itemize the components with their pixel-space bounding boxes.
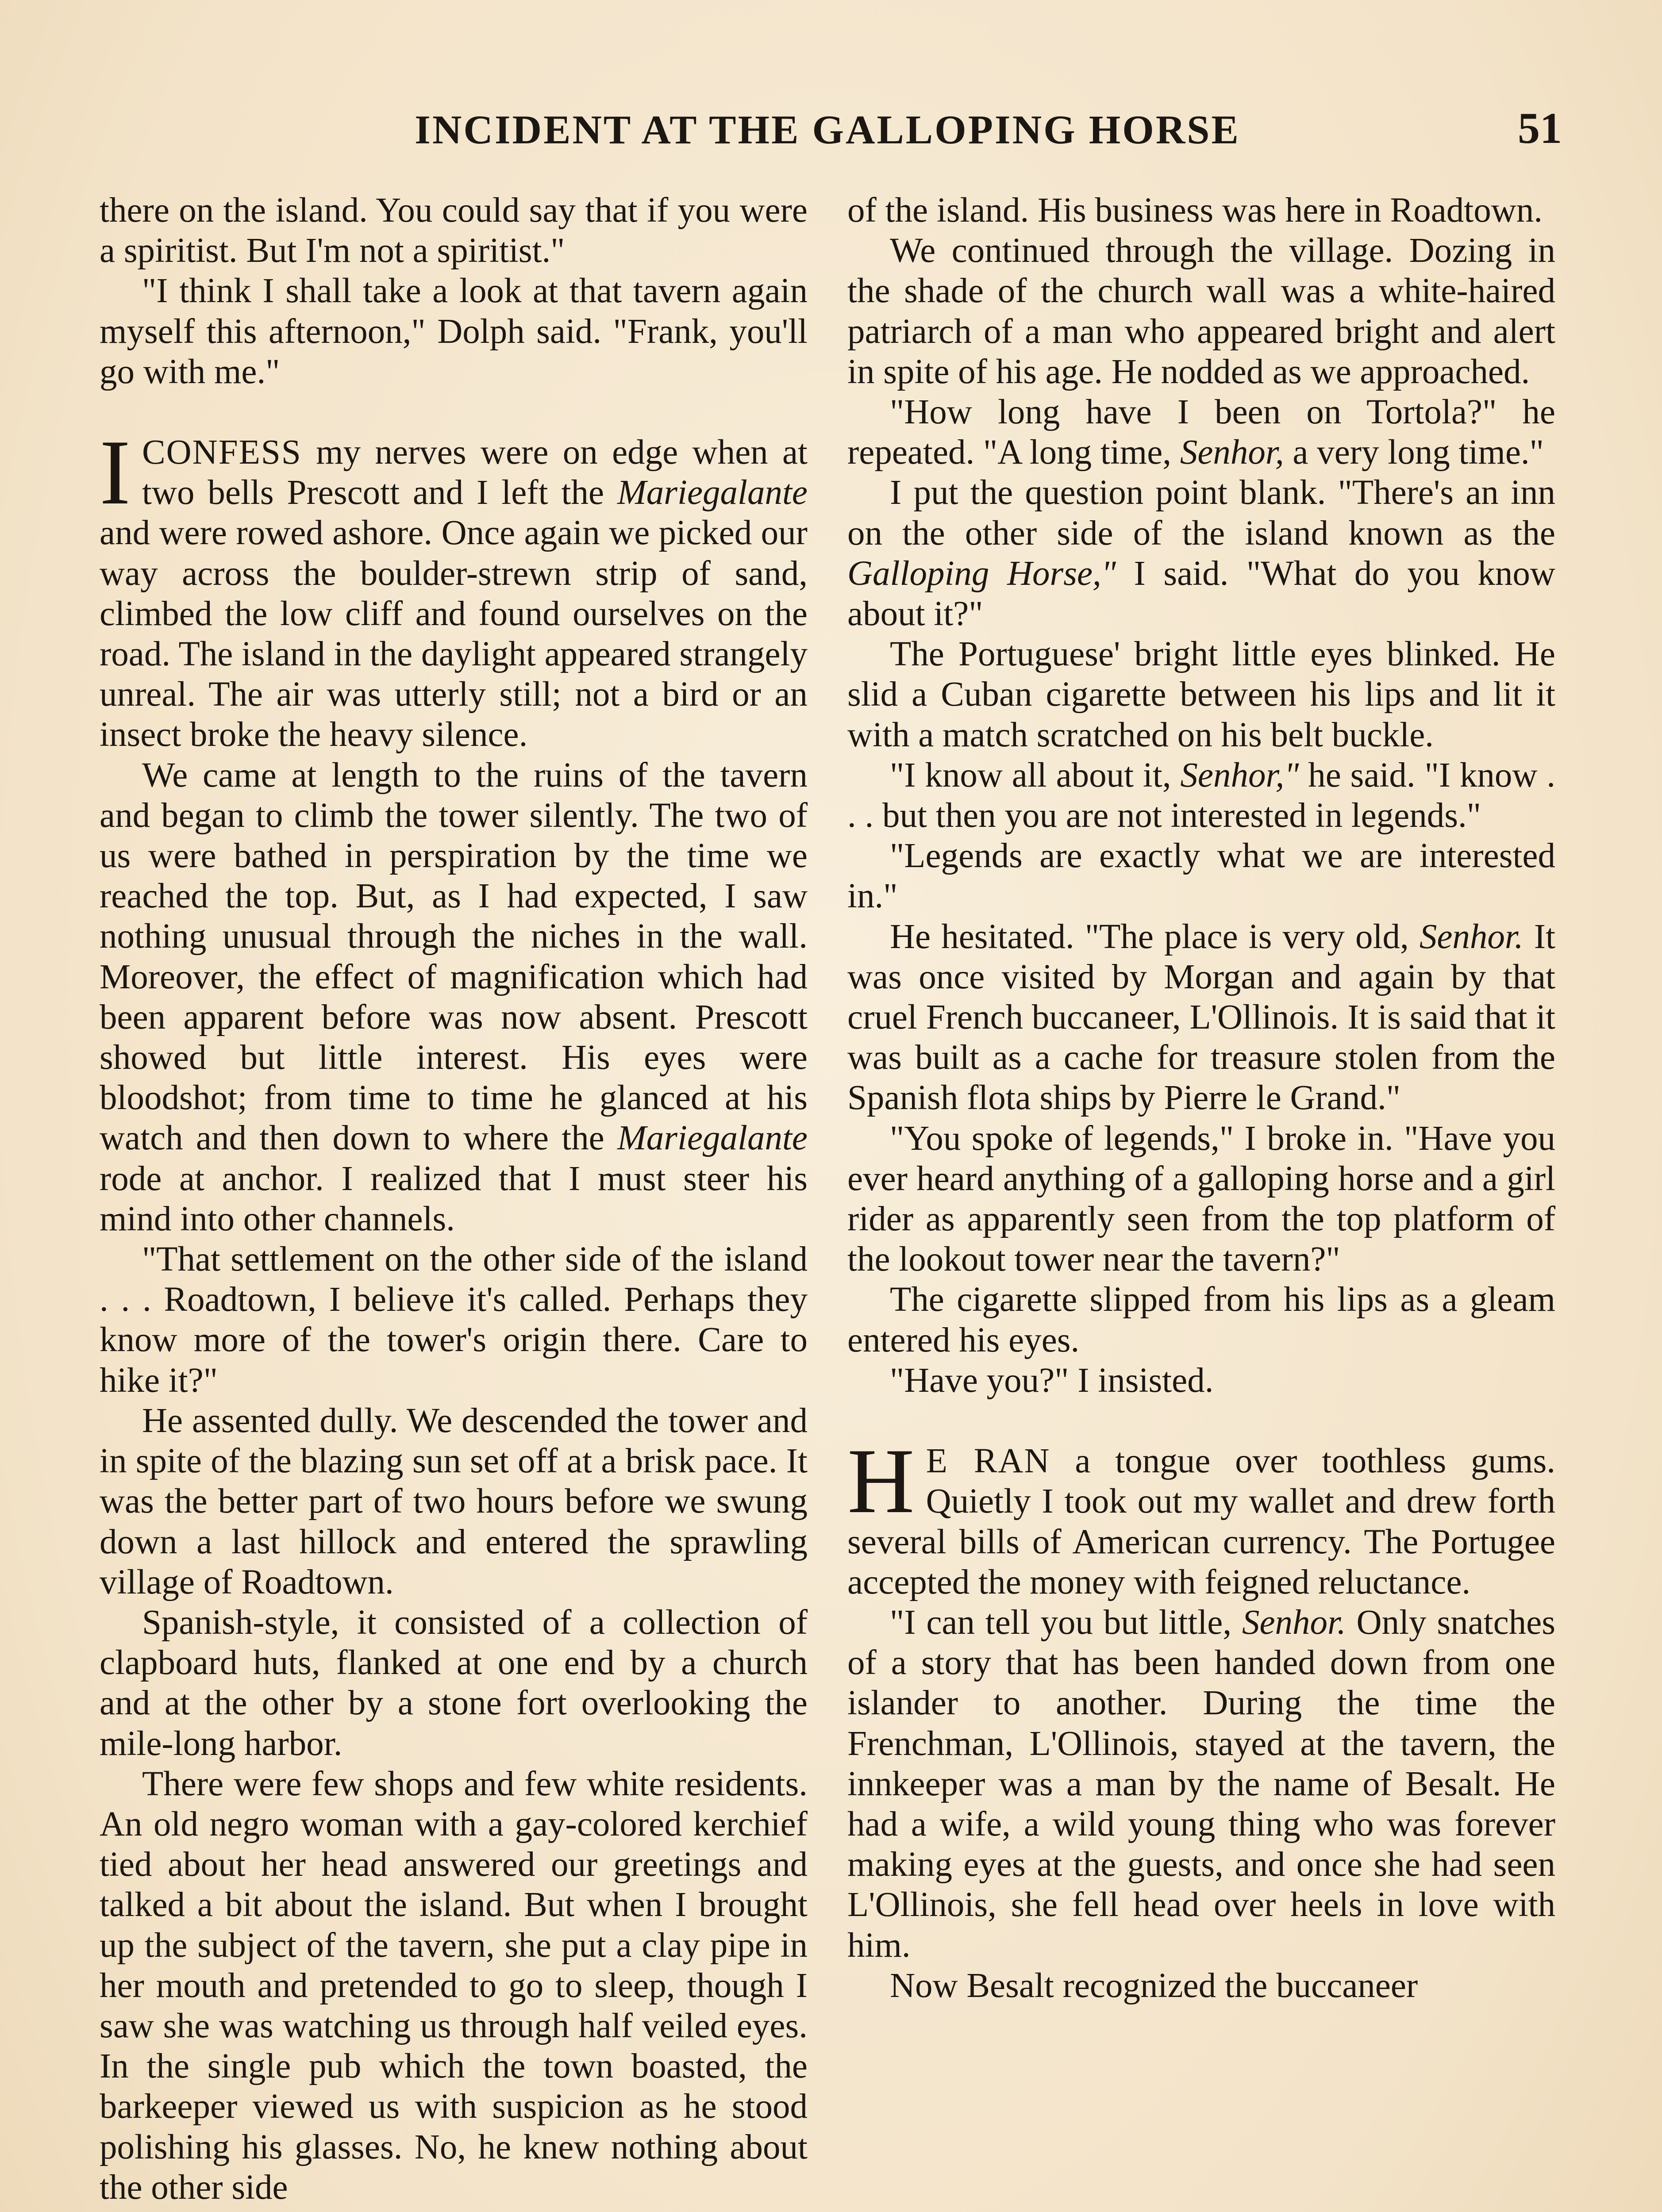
- text-run: I put the question point blank. "There's an inn on the other side of the island known as the: [847, 473, 1555, 553]
- text-run: he said. "I know . . . but then you are not interested in legends.": [847, 756, 1555, 835]
- right-column: [847, 190, 1555, 2006]
- smallcaps-lead: E RAN: [926, 1442, 1050, 1481]
- page-number: 51: [1518, 104, 1562, 153]
- text-run: and were rowed ashore. Once again we picked our way across the boulder-strewn strip of sand, climbed the low cliff and found ourselves on the road. The island in the daylight appeared strangely unreal. The air was utterly still; not a bird or an insect broke the heavy silence.: [100, 514, 808, 754]
- text-run: He hesitated. "The place is very old,: [890, 917, 1420, 956]
- paragraph: Now Besalt recognized the buccaneer: [890, 1966, 1418, 2005]
- text-run: It was once visited by Morgan and again by that cruel French buccaneer, L'Ollinois. It is said that it was built as a cache for treasure stolen from the Spanish flota ships by Pierre le Grand.": [847, 917, 1555, 1118]
- italic-text: Galloping Horse,": [847, 554, 1116, 593]
- paragraph: [847, 917, 1555, 1118]
- italic-text: Senhor,: [1180, 433, 1284, 472]
- paragraph: [847, 1602, 1555, 1966]
- paragraph: "Legends are exactly what we are interested in.": [847, 837, 1555, 916]
- text-run: a tongue over toothless gums. Quietly I took out my wallet and drew forth several bills of American currency. The Portugee accepted the money with feigned reluctance.: [847, 1442, 1555, 1601]
- paragraph: of the island. His business was here in Roadtown.: [847, 191, 1543, 230]
- italic-text: Senhor,": [1180, 756, 1299, 795]
- paragraph: We continued through the village. Dozing in the shade of the church wall was a white-haired patriarch of a man who appeared bright and alert in spite of his age. He nodded as we approached.: [847, 231, 1555, 391]
- paragraph: Spanish-style, it consisted of a collection of clapboard huts, flanked at one end by a church and at the other by a stone fort overlooking the mile-long harbor.: [100, 1603, 808, 1763]
- paragraph: "You spoke of legends," I broke in. "Have you ever heard anything of a galloping horse and a girl rider as apparently seen from the top platform of the lookout tower near the tavern?": [847, 1119, 1555, 1279]
- text-run: I said. "What do you know about it?": [847, 554, 1555, 634]
- text-run: "I know all about it,: [890, 756, 1181, 795]
- paragraph: There were few shops and few white residents. An old negro woman with a gay-colored kerchief tied about her head answered our greetings and talked a bit about the island. But when I brought up the subject of the tavern, she put a clay pipe in her mouth and pretended to go to sleep, though I saw she was watching us through half veiled eyes. In the single pub which the town boasted, the barkeeper viewed us with suspicion as he stood polishing his glasses. No, he knew nothing about the other side: [100, 1764, 808, 2207]
- paragraph-dropcap: [847, 1430, 1555, 1602]
- text-run: We came at length to the ruins of the tavern and began to climb the tower silently. The two of us were bathed in perspiration by the time we reached the top. But, as I had expected, I saw nothing unusual through the niches in the wall. Moreover, the effect of magnification which had been apparent before was now absent. Prescott showed but little interest. His eyes were bloodshot; from time to time he glanced at his watch and then down to where the: [100, 756, 808, 1158]
- text-run: a very long time.": [1284, 433, 1544, 472]
- italic-text: Mariegalante: [617, 1119, 808, 1158]
- text-run: rode at anchor. I realized that I must steer his mind into other channels.: [100, 1159, 808, 1238]
- paragraph: He assented dully. We descended the tower and in spite of the blazing sun set off at a brisk pace. It was the better part of two hours before we swung down a last hillock and entered the sprawling village of Roadtown.: [100, 1401, 808, 1601]
- paragraph-dropcap: [100, 421, 808, 755]
- drop-cap: I: [100, 421, 131, 524]
- paragraph: [847, 472, 1555, 634]
- section-break: [847, 1401, 1555, 1441]
- paragraph: The Portuguese' bright little eyes blinked. He slid a Cuban cigarette between his lips and lit it with a match scratched on his belt buckle.: [847, 635, 1555, 754]
- text-run: "I can tell you but little,: [890, 1603, 1242, 1642]
- paragraph: [100, 755, 808, 1239]
- running-header: INCIDENT AT THE GALLOPING HORSE: [415, 107, 1240, 152]
- italic-text: Mariegalante: [617, 473, 808, 512]
- paragraph: [847, 755, 1555, 836]
- section-break: [100, 392, 808, 432]
- paragraph: "That settlement on the other side of the island . . . Roadtown, I believe it's called. Perhaps they know more of the tower's origin there. Care to hike it?": [100, 1240, 808, 1400]
- text-run: "How long have I been on Tortola?" he repeated. "A long time,: [847, 393, 1555, 472]
- drop-cap: H: [847, 1430, 915, 1533]
- text-run: Only snatches of a story that has been handed down from one islander to another. During the time the Frenchman, L'Ollinois, stayed at the tavern, the innkeeper was a man by the name of Besalt. He had a wife, a wild young thing who was forever making eyes at the guests, and once she had seen L'Ollinois, she fell head over heels in love with him.: [847, 1603, 1555, 1965]
- smallcaps-lead: CONFESS: [142, 433, 302, 472]
- text-run: my nerves were on edge when at two bells Prescott and I left the: [142, 433, 808, 512]
- paragraph: "I think I shall take a look at that tavern again myself this afternoon," Dolph said. "Frank, you'll go with me.": [100, 272, 808, 391]
- italic-text: Senhor.: [1242, 1603, 1346, 1642]
- paragraph: "Have you?" I insisted.: [890, 1361, 1214, 1400]
- left-column: [100, 190, 808, 2208]
- paragraph: The cigarette slipped from his lips as a gleam entered his eyes.: [847, 1280, 1555, 1359]
- paragraph: there on the island. You could say that if you were a spiritist. But I'm not a spiritist.": [100, 191, 808, 270]
- italic-text: Senhor.: [1419, 917, 1524, 956]
- paragraph: [847, 392, 1555, 472]
